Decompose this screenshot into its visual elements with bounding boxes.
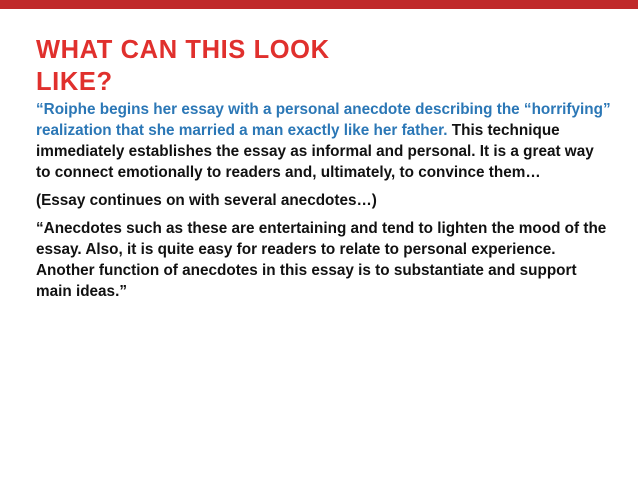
paragraph-intro bbox=[36, 99, 611, 183]
paragraph-intro-text: This technique immediately establishes the essay as informal and personal. It is a great way to connect emotionally to readers and, ultimately, to convince them… bbox=[36, 122, 594, 181]
slide-title-line-1: WHAT CAN THIS LOOK bbox=[36, 36, 330, 64]
slide-title bbox=[36, 34, 596, 98]
quote-highlight: “Roiphe begins her essay with a personal anecdote describing the “horrifying” realization that she married a man exactly like her father. bbox=[36, 101, 611, 139]
paragraph-conclusion: “Anecdotes such as these are entertaining and tend to lighten the mood of the essay. Also, it is quite easy for readers to relate to personal experience. Another function of anecdotes in this essay is to substantiate and support main ideas.” bbox=[36, 220, 607, 300]
top-accent-bar bbox=[0, 0, 638, 9]
paragraph-continuation: (Essay continues on with several anecdotes…) bbox=[36, 192, 377, 209]
slide-body bbox=[36, 99, 611, 309]
slide-title-line-2: LIKE? bbox=[36, 68, 113, 96]
